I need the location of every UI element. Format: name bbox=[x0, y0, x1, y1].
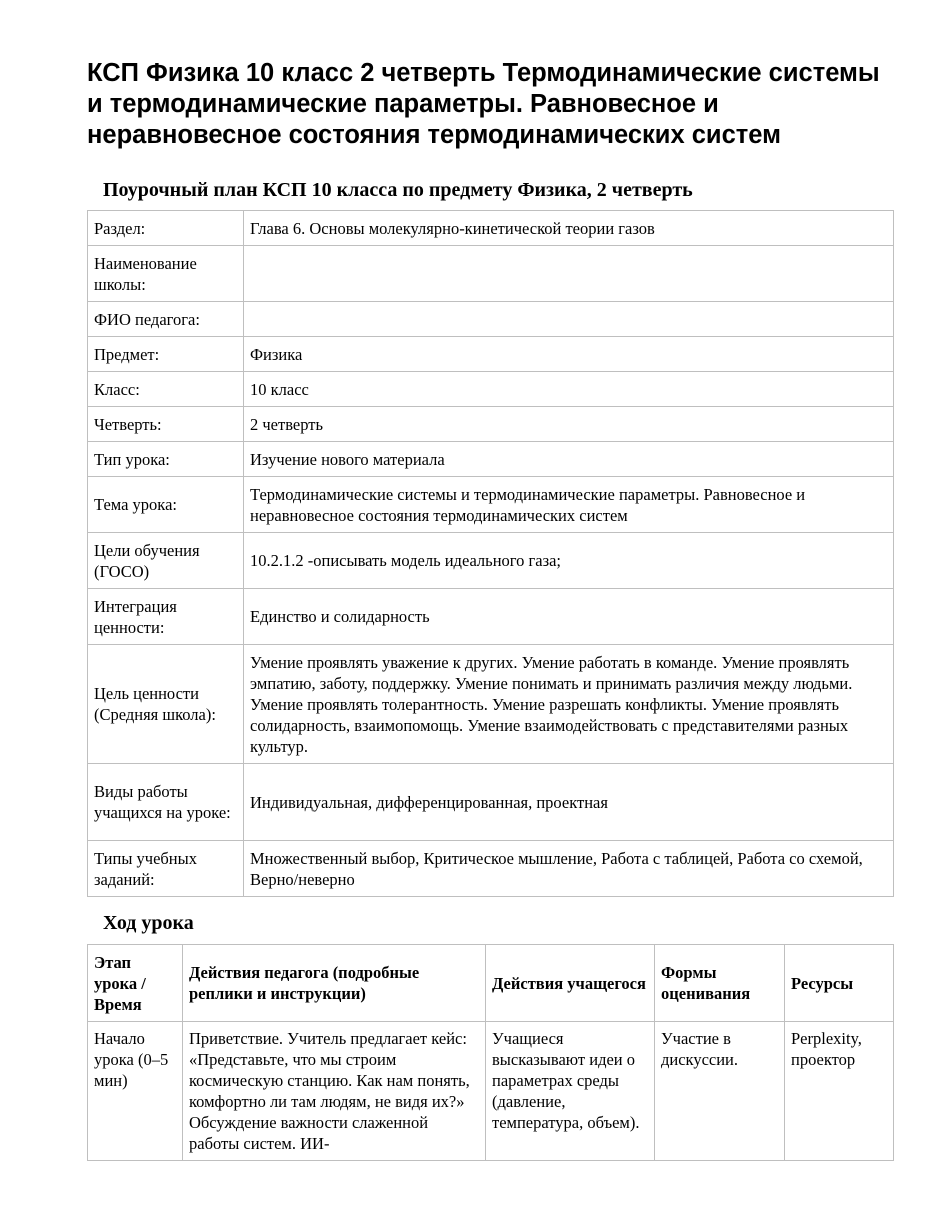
row-value: Глава 6. Основы молекулярно-кинетической теории газов bbox=[244, 211, 894, 246]
table-row bbox=[88, 645, 894, 764]
table-row bbox=[88, 372, 894, 407]
stage-cell: Начало урока (0–5 мин) bbox=[88, 1022, 183, 1161]
lesson-info-table bbox=[87, 210, 894, 897]
row-label: Виды работы учащихся на уроке: bbox=[88, 764, 244, 841]
row-value bbox=[244, 302, 894, 337]
column-header-students: Действия учащегося bbox=[486, 945, 655, 1022]
row-value bbox=[244, 246, 894, 302]
row-value: Изучение нового материала bbox=[244, 442, 894, 477]
table-row bbox=[88, 246, 894, 302]
document-title: КСП Физика 10 класс 2 четверть Термодинамические системы и термодинамические параметры. Равновесное и неравновесное состояния термодинамических систем bbox=[87, 59, 880, 149]
table-row bbox=[88, 841, 894, 897]
resources-cell: Perplexity, проектор bbox=[785, 1022, 894, 1161]
row-label: Цель ценности (Средняя школа): bbox=[88, 645, 244, 764]
row-label: Раздел: bbox=[88, 211, 244, 246]
table-row bbox=[88, 1022, 894, 1161]
plan-heading: Поурочный план КСП 10 класса по предмету Физика, 2 четверть bbox=[103, 179, 693, 201]
row-label: Наименование школы: bbox=[88, 246, 244, 302]
row-value: Единство и солидарность bbox=[244, 589, 894, 645]
table-row bbox=[88, 533, 894, 589]
assessment-cell: Участие в дискуссии. bbox=[655, 1022, 785, 1161]
row-label: Класс: bbox=[88, 372, 244, 407]
lesson-flow-table bbox=[87, 944, 894, 1161]
row-label: Цели обучения (ГОСО) bbox=[88, 533, 244, 589]
table-row bbox=[88, 477, 894, 533]
column-header-teacher: Действия педагога (подробные реплики и инструкции) bbox=[183, 945, 486, 1022]
row-value: Умение проявлять уважение к других. Умение работать в команде. Умение проявлять эмпатию, заботу, поддержку. Умение понимать и принимать различия между людьми. Умение проявлять толерантность. Умение разрешать конфликты. Умение проявлять солидарность, взаимопомощь. Умение взаимодействовать с представителями разных культур. bbox=[244, 645, 894, 764]
row-label: Тип урока: bbox=[88, 442, 244, 477]
lesson-heading: Ход урока bbox=[103, 912, 194, 934]
table-row bbox=[88, 442, 894, 477]
row-label: Типы учебных заданий: bbox=[88, 841, 244, 897]
table-row bbox=[88, 302, 894, 337]
row-value: Индивидуальная, дифференцированная, проектная bbox=[244, 764, 894, 841]
column-header-stage: Этап урока / Время bbox=[88, 945, 183, 1022]
row-label: Тема урока: bbox=[88, 477, 244, 533]
table-row bbox=[88, 211, 894, 246]
table-row bbox=[88, 337, 894, 372]
teacher-actions-cell: Приветствие. Учитель предлагает кейс: «Представьте, что мы строим космическую станцию. Как нам понять, комфортно ли там людям, не видя их?» Обсуждение важности слаженной работы систем. ИИ- bbox=[183, 1022, 486, 1161]
row-value: Множественный выбор, Критическое мышление, Работа с таблицей, Работа со схемой, Верно/неверно bbox=[244, 841, 894, 897]
row-value: 10 класс bbox=[244, 372, 894, 407]
table-row bbox=[88, 589, 894, 645]
table-header-row bbox=[88, 945, 894, 1022]
row-value: Физика bbox=[244, 337, 894, 372]
row-value: Термодинамические системы и термодинамические параметры. Равновесное и неравновесное состояния термодинамических систем bbox=[244, 477, 894, 533]
row-value: 2 четверть bbox=[244, 407, 894, 442]
row-label: Предмет: bbox=[88, 337, 244, 372]
column-header-resources: Ресурсы bbox=[785, 945, 894, 1022]
table-row bbox=[88, 764, 894, 841]
row-label: Четверть: bbox=[88, 407, 244, 442]
row-label: Интеграция ценности: bbox=[88, 589, 244, 645]
row-label: ФИО педагога: bbox=[88, 302, 244, 337]
student-actions-cell: Учащиеся высказывают идеи о параметрах среды (давление, температура, объем). bbox=[486, 1022, 655, 1161]
table-row bbox=[88, 407, 894, 442]
column-header-assessment: Формы оценивания bbox=[655, 945, 785, 1022]
row-value: 10.2.1.2 -описывать модель идеального газа; bbox=[244, 533, 894, 589]
